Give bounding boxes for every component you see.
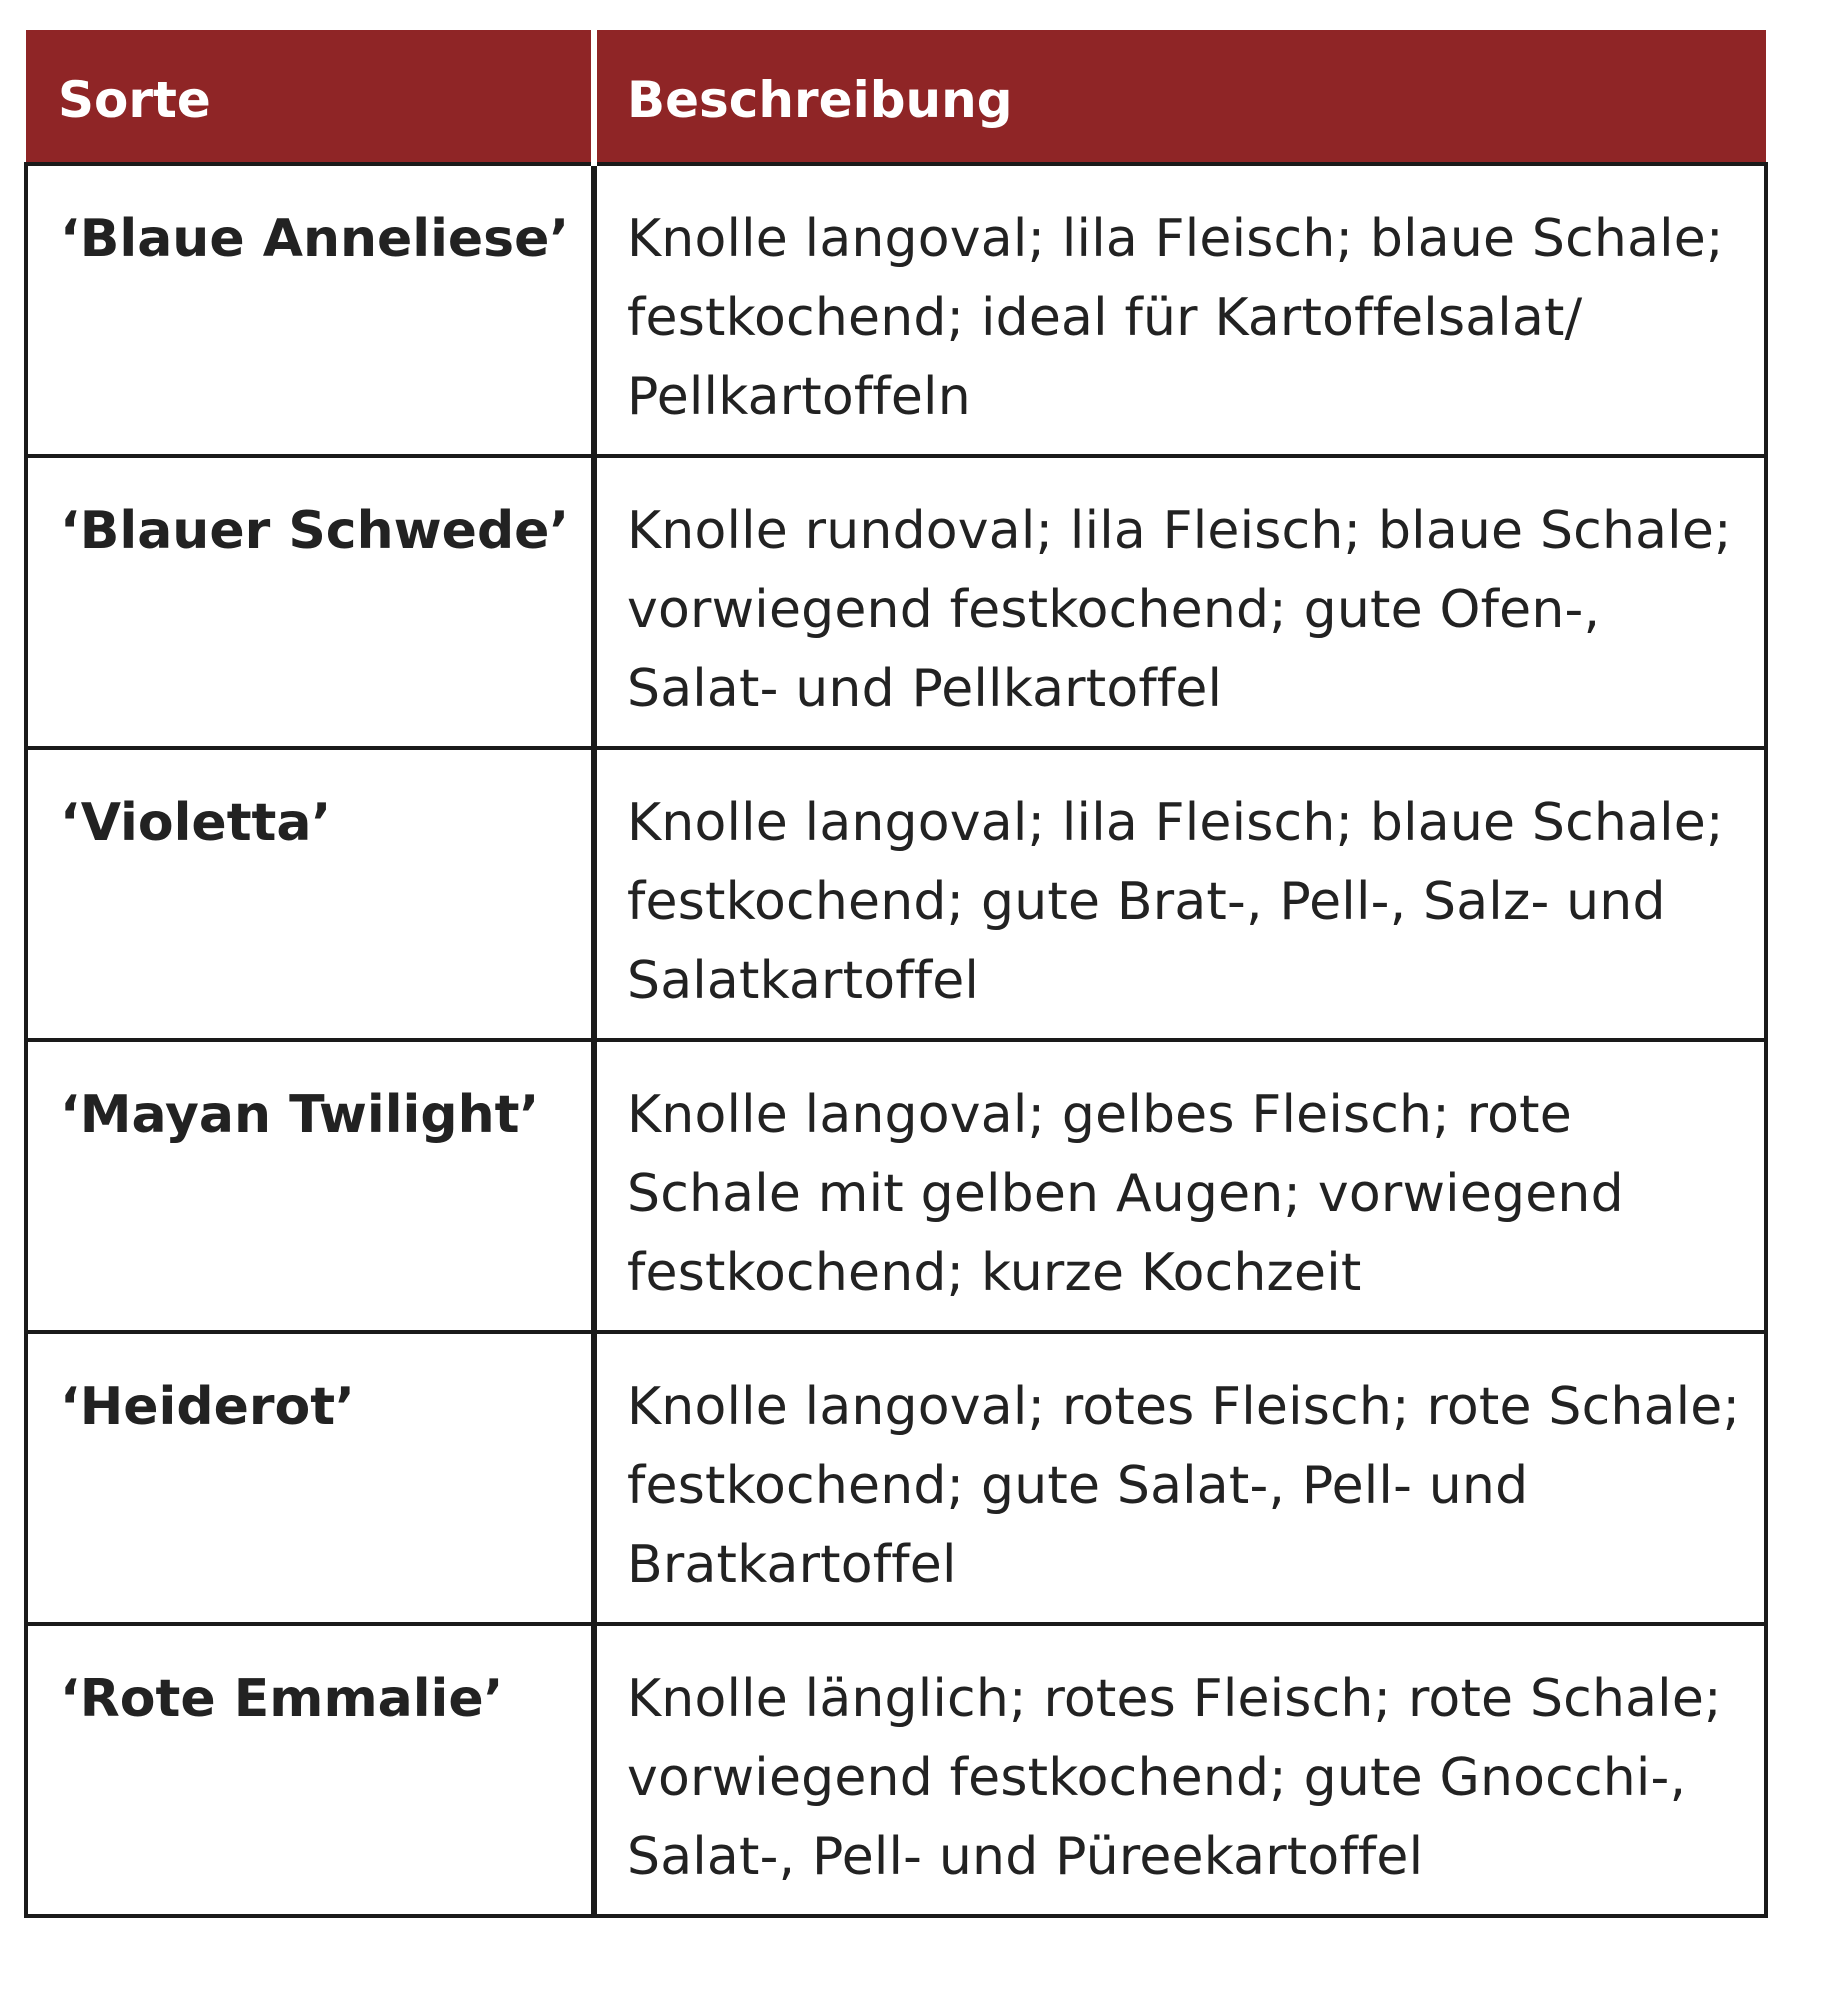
table-row xyxy=(26,1624,1766,1916)
variety-description: Knolle langoval; lila Fleisch; blaue Schale; festkochend; gute Brat-, Pell-, Salz- und Salatkartoffel xyxy=(594,748,1766,1040)
table-row xyxy=(26,1332,1766,1624)
potato-variety-table xyxy=(24,30,1768,1918)
variety-description: Knolle langoval; gelbes Fleisch; rote Schale mit gelben Augen; vorwiegend festkochend; kurze Kochzeit xyxy=(594,1040,1766,1332)
variety-name: ‘Mayan Twilight’ xyxy=(26,1040,594,1332)
variety-name: ‘Blaue Anneliese’ xyxy=(26,164,594,456)
table-row xyxy=(26,1040,1766,1332)
variety-description: Knolle langoval; rotes Fleisch; rote Schale; festkochend; gute Salat-, Pell- und Bratkartoffel xyxy=(594,1332,1766,1624)
table-row xyxy=(26,748,1766,1040)
variety-name: ‘Rote Emmalie’ xyxy=(26,1624,594,1916)
header-row xyxy=(26,30,1766,164)
table-body xyxy=(26,164,1766,1916)
variety-description: Knolle länglich; rotes Fleisch; rote Schale; vorwiegend festkochend; gute Gnocchi-, Salat-, Pell- und Püreekartoffel xyxy=(594,1624,1766,1916)
variety-name: ‘Violetta’ xyxy=(26,748,594,1040)
variety-description: Knolle langoval; lila Fleisch; blaue Schale; festkochend; ideal für Kartoffelsalat/ Pellkartoffeln xyxy=(594,164,1766,456)
variety-description: Knolle rundoval; lila Fleisch; blaue Schale; vorwiegend festkochend; gute Ofen-, Salat- und Pellkartoffel xyxy=(594,456,1766,748)
header-beschreibung: Beschreibung xyxy=(594,30,1766,164)
table-row xyxy=(26,456,1766,748)
variety-table-container xyxy=(24,30,1764,1918)
header-sorte: Sorte xyxy=(58,71,211,129)
variety-name: ‘Blauer Schwede’ xyxy=(26,456,594,748)
table-row xyxy=(26,164,1766,456)
table-header xyxy=(26,30,1766,164)
variety-name: ‘Heiderot’ xyxy=(26,1332,594,1624)
